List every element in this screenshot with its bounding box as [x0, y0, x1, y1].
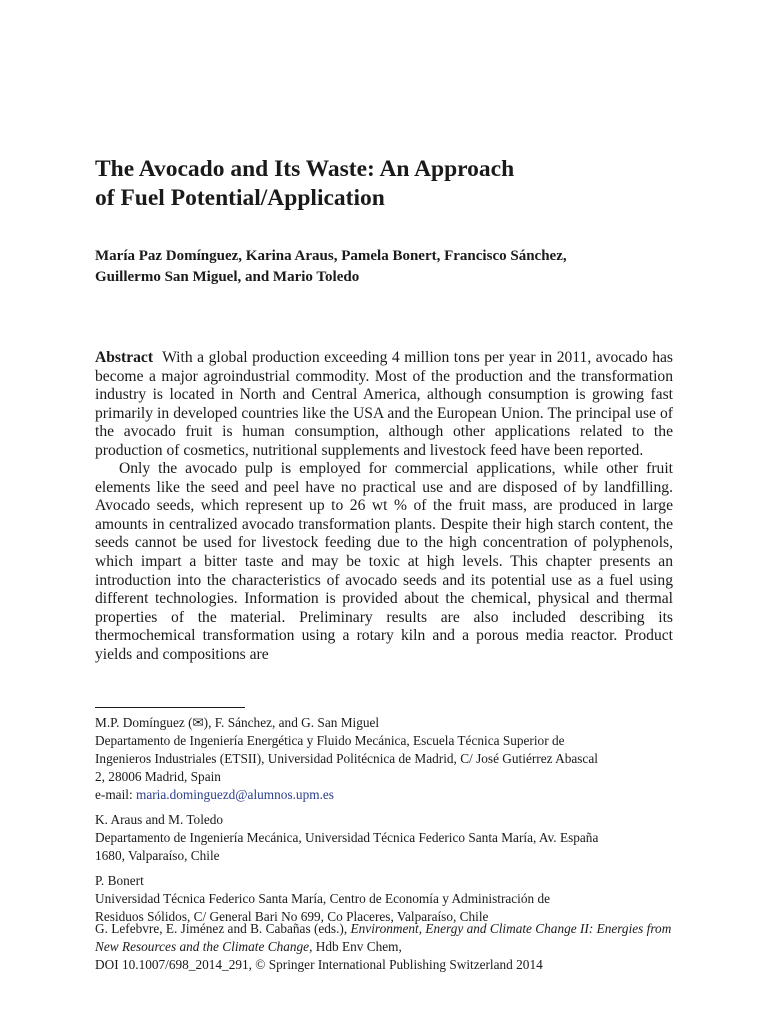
title-line: of Fuel Potential/Application: [95, 185, 385, 211]
affiliation-line: M.P. Domínguez (✉), F. Sánchez, and G. San Miguel: [95, 715, 380, 730]
chapter-title: [95, 155, 695, 213]
citation-text: [95, 920, 673, 956]
author-line: Guillermo San Miguel, and Mario Toledo: [95, 269, 360, 285]
citation-book-title: Environment, Energy and Climate Change II: Energies from New Resources and the Climate Change: [95, 921, 672, 954]
email-line: [95, 786, 673, 804]
abstract-label: Abstract: [95, 349, 154, 366]
abstract-paragraph: Only the avocado pulp is employed for commercial applications, while other fruit elements like the seed and peel have no practical use and are disposed of by landfilling. Avocado seeds, which represent up to 26 wt % of the fruit mass, are produced in large amounts in centralized avocado transformation plants. Despite their high starch content, the seeds cannot be used for livestock feeding due to the high concentration of polyphenols, which impart a bitter taste and may be toxic at high levels. This chapter presents an introduction into the characteristics of avocado seeds and its potential use as a fuel using different technologies. Information is provided about the chemical, physical and thermal properties of the material. Preliminary results are also included describing its thermochemical transformation using a rotary kiln and a porous media reactor. Product yields and compositions are: [95, 460, 673, 663]
affiliation-line: Universidad Técnica Federico Santa María, Centro de Economía y Administración de: [95, 891, 551, 906]
affiliation-line: Departamento de Ingeniería Energética y Fluido Mecánica, Escuela Técnica Superior de: [95, 733, 565, 748]
email-label: e-mail:: [95, 787, 136, 802]
affiliations: [95, 714, 673, 933]
affiliation-line: Departamento de Ingeniería Mecánica, Universidad Técnica Federico Santa María, Av. España: [95, 830, 599, 845]
affiliation-line: Ingenieros Industriales (ETSII), Universidad Politécnica de Madrid, C/ José Gutiérrez Abascal: [95, 751, 598, 766]
affiliation-line: P. Bonert: [95, 873, 144, 888]
affiliation-line: 2, 28006 Madrid, Spain: [95, 769, 221, 784]
email-link[interactable]: maria.dominguezd@alumnos.upm.es: [135, 787, 334, 802]
citation-series: , Hdb Env Chem,: [309, 939, 402, 954]
abstract-paragraph: [95, 349, 673, 460]
affiliation-block: [95, 811, 673, 865]
abstract-section: [95, 349, 673, 664]
affiliation-block: [95, 872, 673, 926]
footnote-divider: [95, 707, 245, 708]
citation-footer: [95, 920, 673, 974]
title-line: The Avocado and Its Waste: An Approach: [95, 156, 515, 182]
author-line: María Paz Domínguez, Karina Araus, Pamela Bonert, Francisco Sánchez,: [95, 248, 567, 264]
abstract-text: With a global production exceeding 4 million tons per year in 2011, avocado has become a major agroindustrial commodity. Most of the production and the transformation industry is located in North and Central America, although consumption is growing fast primarily in developed countries like the USA and the European Union. The principal use of the avocado fruit is human consumption, although other applications related to the production of cosmetics, nutritional supplements and livestock feed have been reported.: [95, 349, 673, 459]
affiliation-line: K. Araus and M. Toledo: [95, 812, 224, 827]
affiliation-line: Residuos Sólidos, C/ General Bari No 699, Co Placeres, Valparaíso, Chile: [95, 909, 489, 924]
author-list: [95, 246, 695, 288]
citation-editors: G. Lefebvre, E. Jiménez and B. Cabañas (eds.),: [95, 921, 351, 936]
affiliation-line: 1680, Valparaíso, Chile: [95, 848, 220, 863]
citation-doi: DOI 10.1007/698_2014_291, © Springer International Publishing Switzerland 2014: [95, 957, 543, 972]
affiliation-block: [95, 714, 673, 804]
